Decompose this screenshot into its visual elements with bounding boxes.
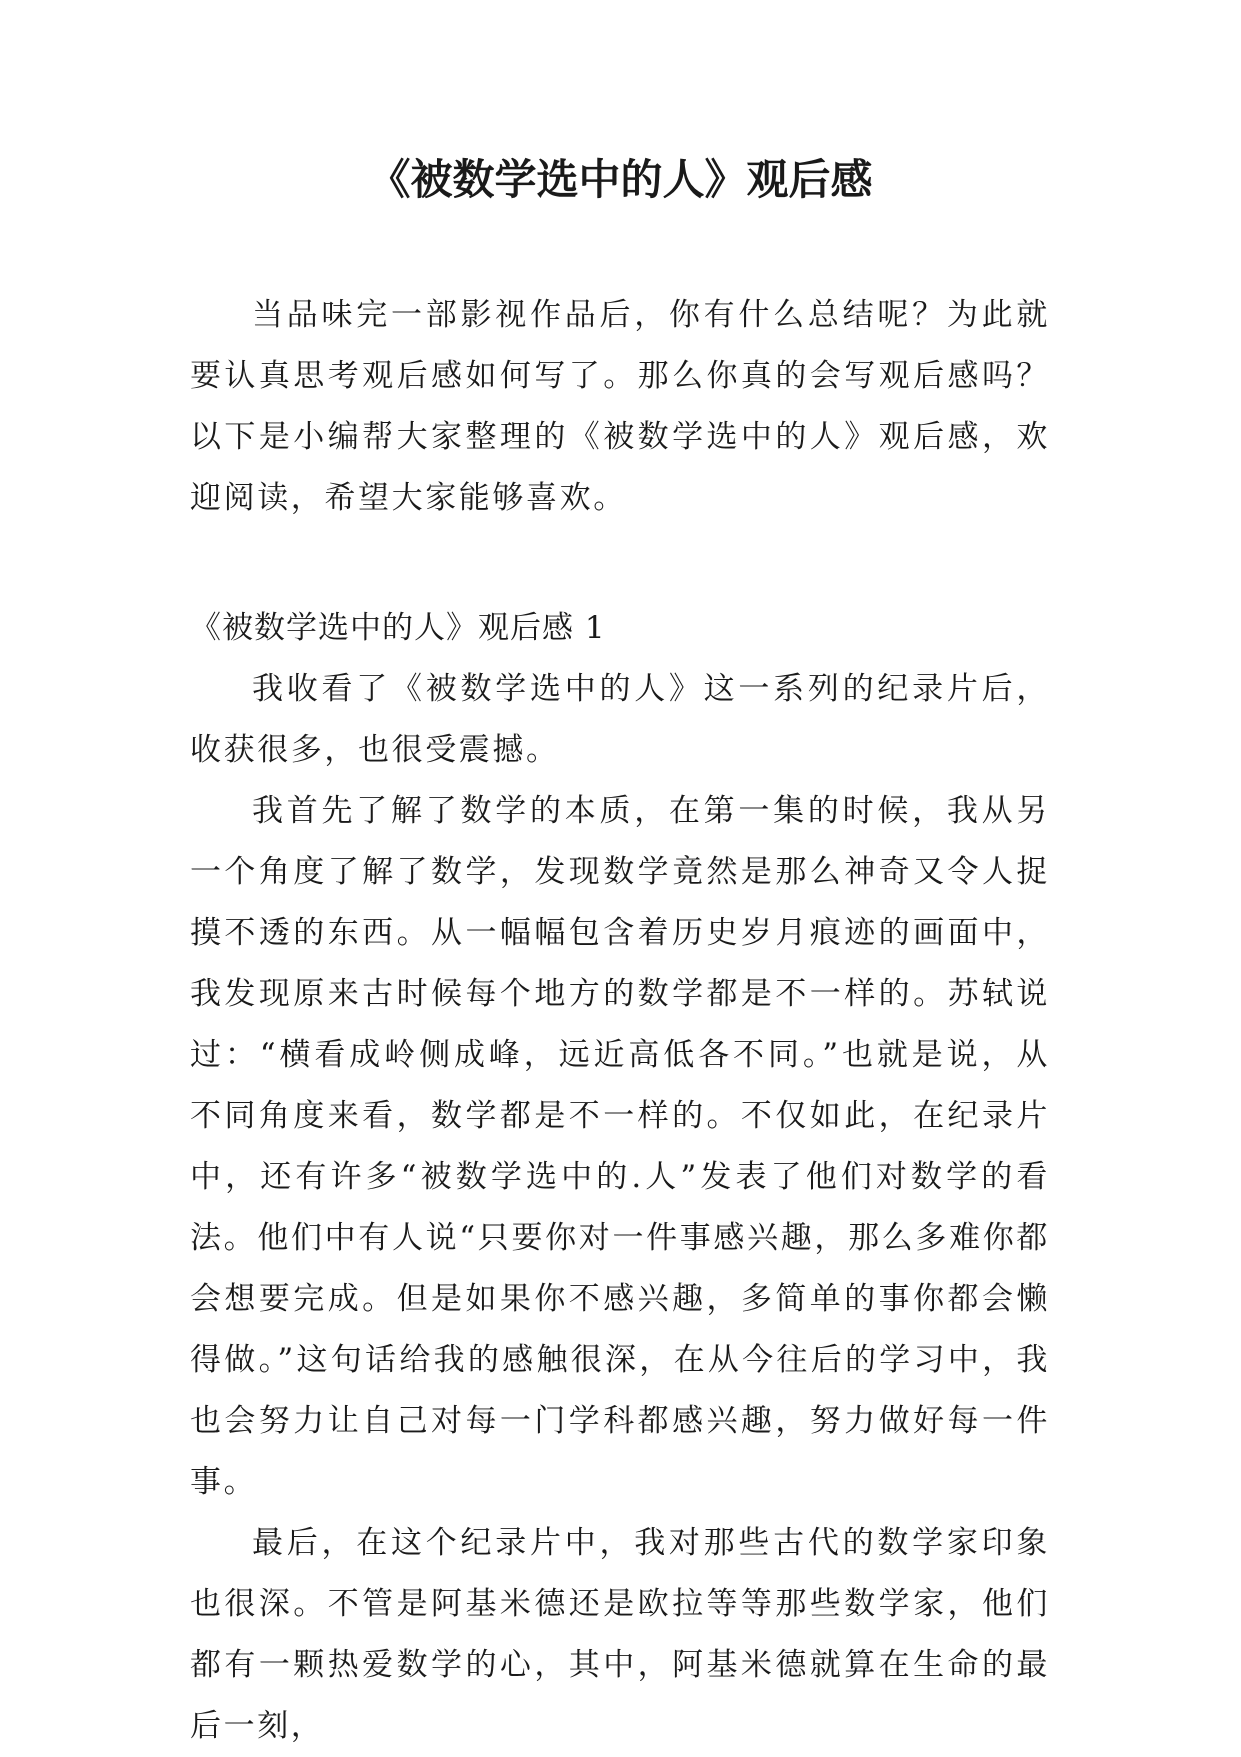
body-paragraph: 我首先了解了数学的本质，在第一集的时候，我从另一个角度了解了数学，发现数学竟然是那么神奇又令人捉摸不透的东西。从一幅幅包含着历史岁月痕迹的画面中，我发现原来古时候每个地方的数学都是不一样的。苏轼说过：“横看成岭侧成峰，远近高低各不同。”也就是说，从不同角度来看，数学都是不一样的。不仅如此，在纪录片中，还有许多“被数学选中的.人”发表了他们对数学的看法。他们中有人说“只要你对一件事感兴趣，那么多难你都会想要完成。但是如果你不感兴趣，多简单的事你都会懒得做。”这句话给我的感触很深，在从今往后的学习中，我也会努力让自己对每一门学科都感兴趣，努力做好每一件事。 [190,793,1050,1500]
body-paragraph: 最后，在这个纪录片中，我对那些古代的数学家印象也很深。不管是阿基米德还是欧拉等等那些数学家，他们都有一颗热爱数学的心，其中，阿基米德就算在生命的最后一刻， [190,1525,1050,1744]
intro-paragraph: 当品味完一部影视作品后，你有什么总结呢？为此就要认真思考观后感如何写了。那么你真的会写观后感吗？以下是小编帮大家整理的《被数学选中的人》观后感，欢迎阅读，希望大家能够喜欢。 [190,297,1050,516]
section-heading: 《被数学选中的人》观后感 1 [190,610,606,646]
document-body [190,285,1050,1757]
document-title: 《被数学选中的人》观后感 [368,155,873,204]
body-paragraph: 我收看了《被数学选中的人》这一系列的纪录片后，收获很多，也很受震撼。 [190,671,1050,768]
section-1 [190,598,1050,1757]
